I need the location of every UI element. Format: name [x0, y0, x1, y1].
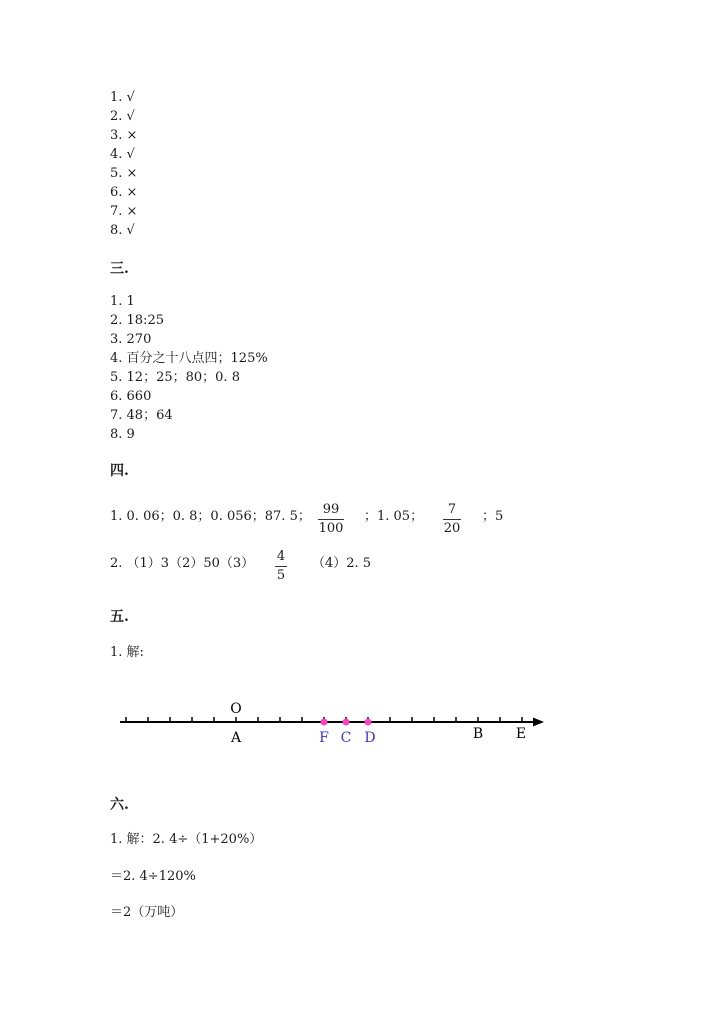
point-d [365, 719, 372, 726]
fraction-99-100 [318, 502, 344, 537]
fraction-7-20 [443, 502, 461, 537]
arrow-icon [533, 718, 544, 727]
label-b: B [472, 726, 484, 742]
fraction-4-5 [275, 549, 287, 584]
point-f [321, 719, 328, 726]
answer-line-2-part-a: 2. （1）3（2）50（3） [110, 556, 255, 571]
section-5-heading: 五. [110, 609, 129, 625]
answer-line-2-part-b: （4）2. 5 [312, 556, 372, 571]
answer-item: 5. 12；25；80；0. 8 [110, 370, 240, 385]
fraction-numerator: 99 [322, 502, 340, 517]
answer-line-1-part-b: ；1. 05； [364, 509, 424, 524]
label-f: F [319, 730, 329, 746]
answer-item: 8. 9 [110, 427, 135, 442]
answer-item: 1. 1 [110, 294, 135, 309]
answer-item: 7. × [110, 204, 138, 219]
label-a: A [230, 730, 242, 746]
label-c: C [340, 730, 352, 746]
fraction-denominator: 100 [318, 521, 344, 536]
number-line [0, 690, 720, 760]
answer-item: 1. √ [110, 90, 135, 105]
fraction-bar [443, 519, 461, 520]
fraction-bar [275, 566, 287, 567]
fraction-denominator: 5 [276, 568, 286, 583]
fraction-numerator: 4 [276, 549, 286, 564]
answer-line-1-part-c: ；5 [482, 509, 504, 524]
solution-line: ＝2（万吨） [110, 905, 184, 920]
answer-item: 4. 百分之十八点四；125% [110, 351, 268, 366]
fraction-bar [318, 519, 344, 520]
section-3-heading: 三. [110, 261, 129, 277]
fraction-denominator: 20 [443, 521, 461, 536]
answer-item: 6. × [110, 185, 138, 200]
solution-line: ＝2. 4÷120% [110, 869, 196, 884]
answer-item: 3. 270 [110, 332, 152, 347]
section-4-heading: 四. [110, 463, 129, 479]
answer-item: 3. × [110, 128, 138, 143]
fraction-numerator: 7 [447, 502, 457, 517]
point-c [343, 719, 350, 726]
answer-item: 6. 660 [110, 389, 152, 404]
label-d: D [364, 730, 376, 746]
section-6-heading: 六. [110, 797, 129, 813]
label-e: E [515, 726, 527, 742]
solution-label: 1. 解: [110, 645, 144, 660]
answer-item: 8. √ [110, 223, 135, 238]
answer-item: 2. 18:25 [110, 313, 164, 328]
solution-line: 1. 解：2. 4÷（1+20%） [110, 832, 263, 847]
answer-line-1-part-a: 1. 0. 06；0. 8；0. 056；87. 5； [110, 509, 311, 524]
answer-item: 2. √ [110, 109, 135, 124]
label-o: O [230, 701, 242, 717]
answer-item: 4. √ [110, 147, 135, 162]
answer-item: 7. 48；64 [110, 408, 173, 423]
answer-item: 5. × [110, 166, 138, 181]
